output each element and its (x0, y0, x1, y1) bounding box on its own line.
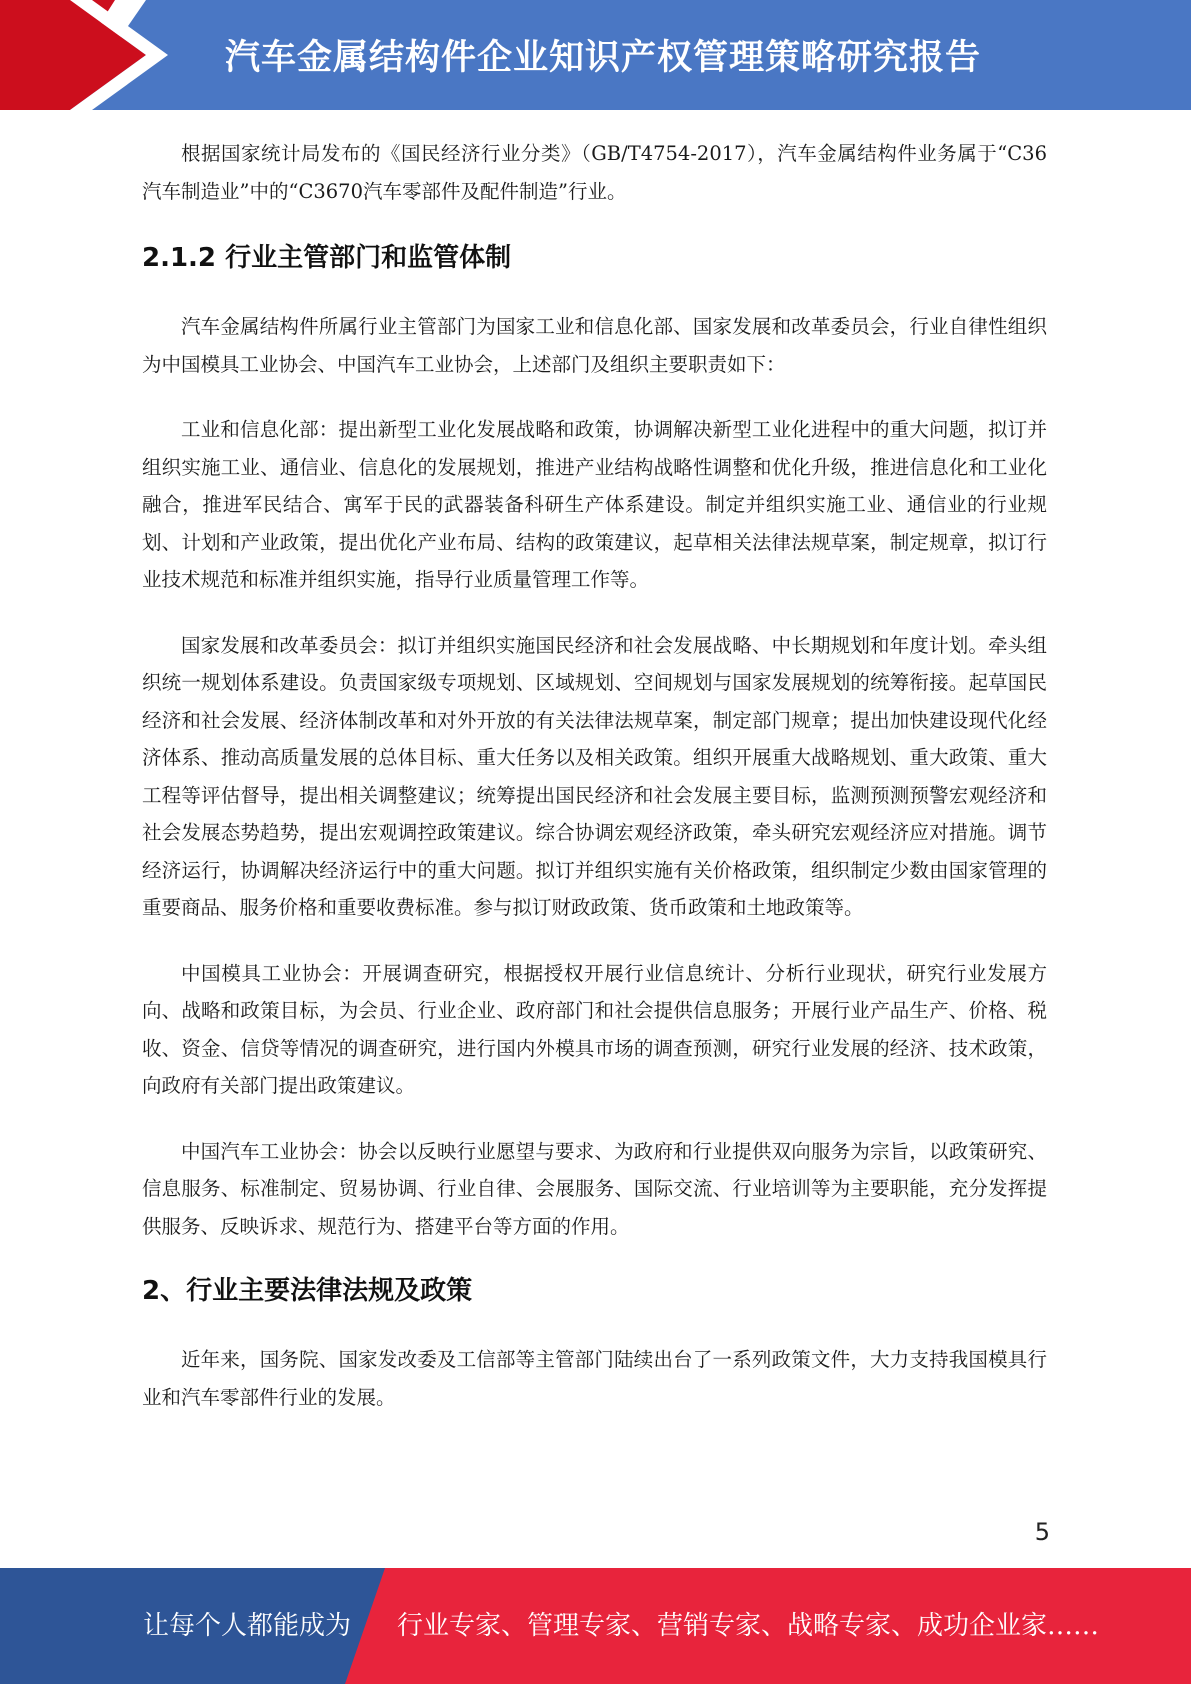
footer-slogan-right: 行业专家、管理专家、营销专家、战略专家、成功企业家…… (397, 1611, 1100, 1641)
footer-slogan-left: 让每个人都能成为 (143, 1611, 352, 1641)
page-footer (0, 1568, 1191, 1684)
header-title: 汽车金属结构件企业知识产权管理策略研究报告 (225, 38, 982, 78)
page-number: 5 (1034, 1518, 1050, 1546)
section-heading-laws-policies: 2、行业主要法律法规及政策 (142, 1276, 473, 1306)
paragraph-policy-support: 近年来，国务院、国家发改委及工信部等主管部门陆续出台了一系列政策文件，大力支持我国模具行业和汽车零部件行业的发展。 (142, 1348, 1047, 1409)
paragraph-regulators-intro: 汽车金属结构件所属行业主管部门为国家工业和信息化部、国家发展和改革委员会，行业自律性组织为中国模具工业协会、中国汽车工业协会，上述部门及组织主要职责如下： (142, 315, 1047, 376)
paragraph-ndrc: 国家发展和改革委员会：拟订并组织实施国民经济和社会发展战略、中长期规划和年度计划。牵头组织统一规划体系建设。负责国家级专项规划、区域规划、空间规划与国家发展规划的统筹衔接。起草国民经济和社会发展、经济体制改革和对外开放的有关法律法规草案，制定部门规章；提出加快建设现代化经济体系、推动高质量发展的总体目标、重大任务以及相关政策。组织开展重大战略规划、重大政策、重大工程等评估督导，提出相关调整建议；统筹提出国民经济和社会发展主要目标，监测预测预警宏观经济和社会发展态势趋势，提出宏观调控政策建议。综合协调宏观经济政策，牵头研究宏观经济应对措施。调节经济运行，协调解决经济运行中的重大问题。拟订并组织实施有关价格政策，组织制定少数由国家管理的重要商品、服务价格和重要收费标准。参与拟订财政政策、货币政策和土地政策等。 (142, 633, 1047, 919)
document-body (142, 135, 1047, 1416)
page-header (0, 0, 1191, 110)
paragraph-miit: 工业和信息化部：提出新型工业化发展战略和政策，协调解决新型工业化进程中的重大问题，拟订并组织实施工业、通信业、信息化的发展规划，推进产业结构战略性调整和优化升级，推进信息化和工业化融合，推进军民结合、寓军于民的武器装备科研生产体系建设。制定并组织实施工业、通信业的行业规划、计划和产业政策，提出优化产业布局、结构的政策建议，起草相关法律法规草案，制定规章，拟订行业技术规范和标准并组织实施，指导行业质量管理工作等。 (142, 418, 1047, 591)
section-heading-regulators: 2.1.2 行业主管部门和监管体制 (142, 243, 512, 273)
paragraph-mold-association: 中国模具工业协会：开展调查研究，根据授权开展行业信息统计、分析行业现状，研究行业发展方向、战略和政策目标，为会员、行业企业、政府部门和社会提供信息服务；开展行业产品生产、价格、税收、资金、信贷等情况的调查研究，进行国内外模具市场的调查预测，研究行业发展的经济、技术政策，向政府有关部门提出政策建议。 (142, 961, 1047, 1097)
paragraph-industry-classification: 根据国家统计局发布的《国民经济行业分类》（GB/T4754-2017），汽车金属结构件业务属于“C36汽车制造业”中的“C3670汽车零部件及配件制造”行业。 (142, 142, 1047, 203)
paragraph-auto-association: 中国汽车工业协会：协会以反映行业愿望与要求、为政府和行业提供双向服务为宗旨，以政策研究、信息服务、标准制定、贸易协调、行业自律、会展服务、国际交流、行业培训等为主要职能，充分发挥提供服务、反映诉求、规范行为、搭建平台等方面的作用。 (142, 1139, 1047, 1238)
